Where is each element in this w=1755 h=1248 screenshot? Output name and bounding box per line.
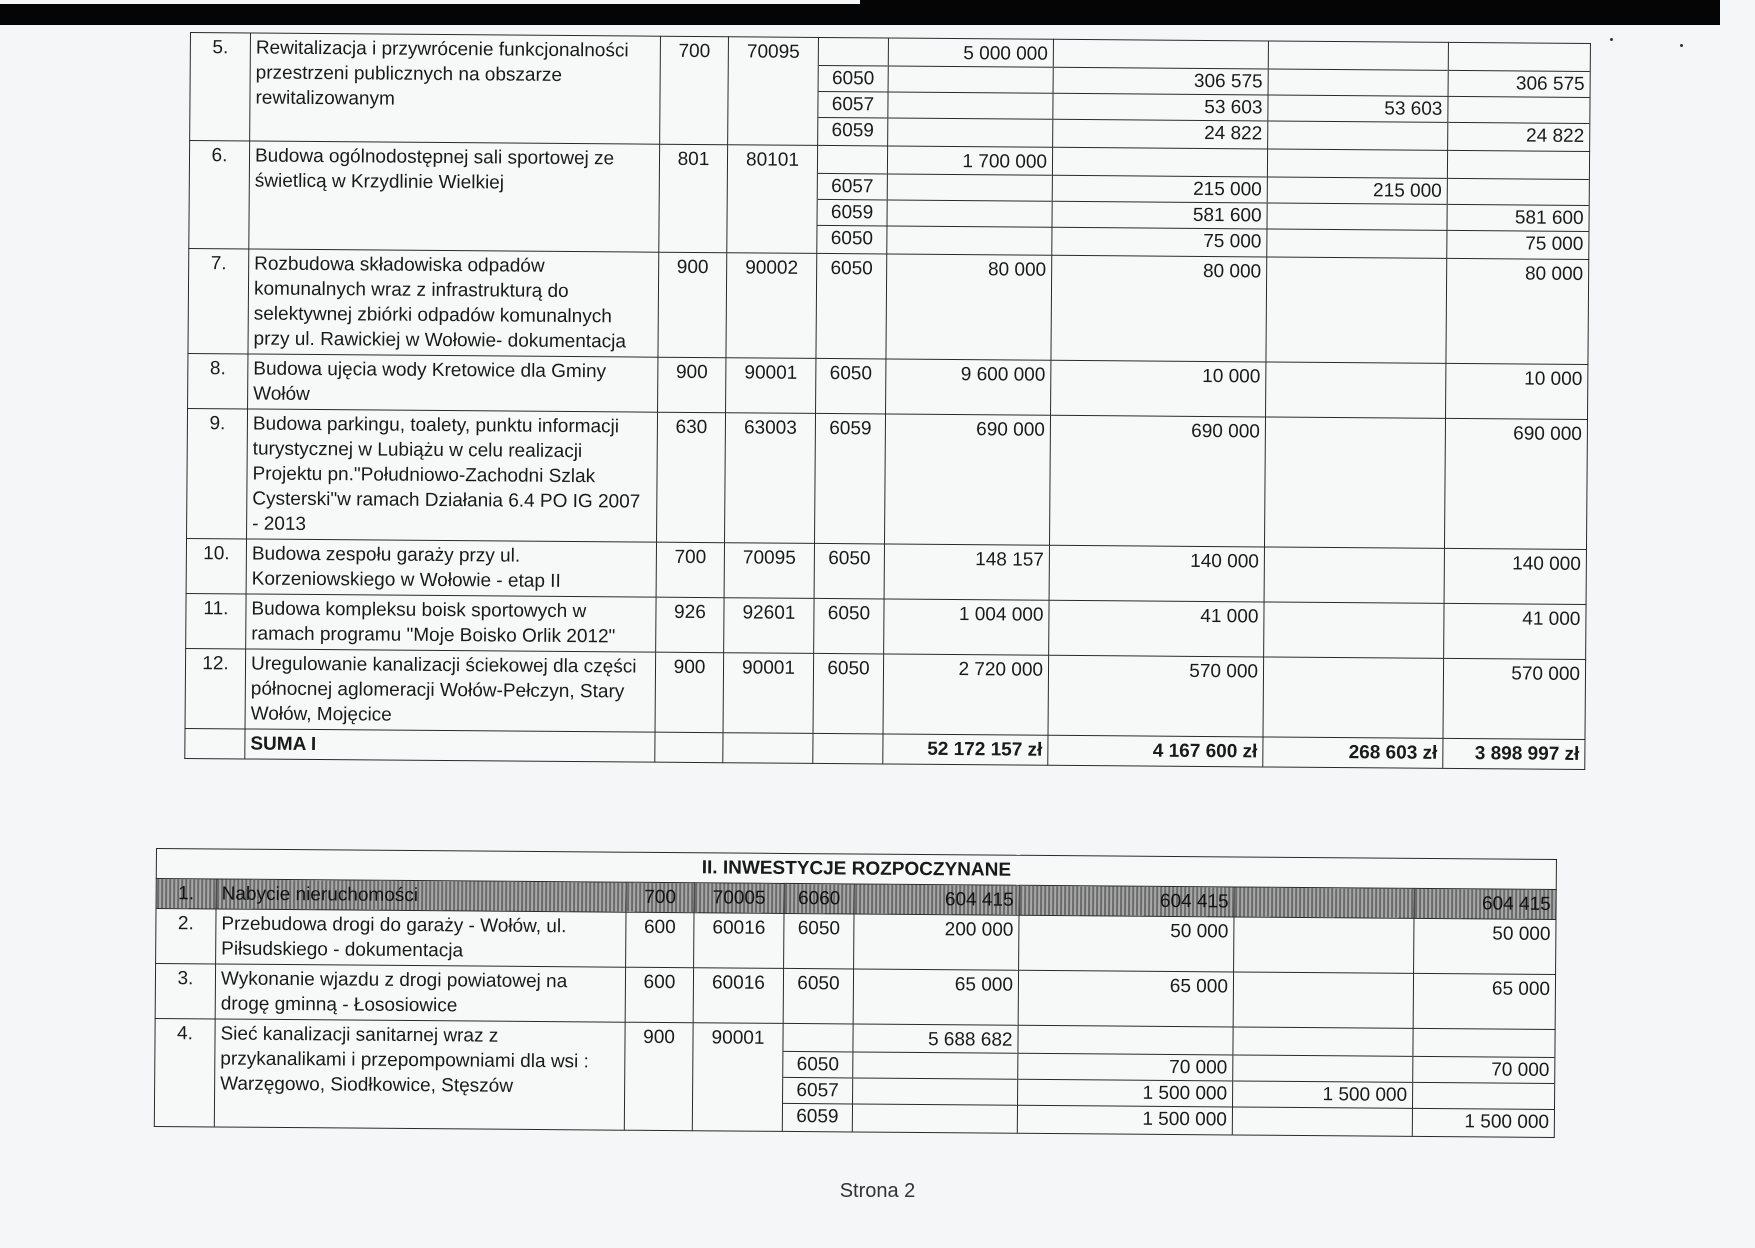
sub-value: 75 000 <box>1052 227 1266 255</box>
sub-value: 604 415 <box>1481 893 1551 915</box>
sub-value <box>853 1103 1017 1130</box>
sub-value: 215 000 <box>1053 175 1267 203</box>
sub-value <box>1413 1082 1554 1109</box>
paragraf-code <box>818 37 889 146</box>
value-col-2 <box>1017 1025 1233 1135</box>
sub-value: 6059 <box>818 117 887 144</box>
paragraf-code <box>784 913 854 969</box>
sub-value <box>1233 1054 1412 1081</box>
task-name: Budowa zespołu garaży przy ul. Korzeniowskiego w Wołowie - etap II <box>246 539 656 597</box>
sub-value <box>1264 659 1443 685</box>
value-col-3 <box>1234 917 1414 973</box>
sub-value: 50 000 <box>1492 923 1551 945</box>
sum-col-2: 4 167 600 zł <box>1048 735 1263 767</box>
value-col-2 <box>1049 600 1264 657</box>
dzial-code: 630 <box>657 412 726 543</box>
paragraf-code <box>817 145 888 254</box>
sub-value: 6050 <box>797 973 840 995</box>
table-row <box>154 1018 1555 1137</box>
row-number: 12. <box>185 648 246 728</box>
task-name: Budowa parkingu, toalety, punktu informacji turystycznej w Lubiążu w celu realizacji Projektu pn."Południowo-Zachodni Szlak Cysterski"w ramach Działania 6.4 PO IG 2007 - 2013 <box>247 409 658 542</box>
sub-value <box>1235 889 1414 915</box>
rozdzial-code: 80101 <box>727 145 818 254</box>
sub-value: 690 000 <box>1191 420 1260 443</box>
value-col-3 <box>1234 887 1414 918</box>
sub-value: 65 000 <box>1491 978 1551 1000</box>
task-name: Rewitalizacja i przywrócenie funkcjonalności przestrzeni publicznych na obszarze rewitalizowanym <box>250 33 661 144</box>
sub-value: 65 000 <box>954 974 1014 996</box>
sub-value: 604 415 <box>944 889 1014 911</box>
sub-value: 2 720 000 <box>958 659 1044 681</box>
paragraf-code <box>783 968 853 1024</box>
paragraf-code <box>813 653 884 734</box>
value-col-2 <box>1049 415 1265 547</box>
sub-value: 5 000 000 <box>963 43 1048 65</box>
value-col-2 <box>1019 915 1234 972</box>
table-row <box>189 141 1590 260</box>
rozdzial-code: 90001 <box>723 653 814 734</box>
value-col-2 <box>1048 655 1264 737</box>
scan-speck <box>1610 38 1613 41</box>
sub-value <box>783 1026 852 1052</box>
sub-value: 690 000 <box>1513 423 1582 445</box>
sub-value <box>1267 259 1446 285</box>
sub-value: 24 822 <box>1053 119 1267 147</box>
task-name: Budowa ogólnodostępnej sali sportowej ze świetlicą w Krzydlinie Wielkiej <box>249 141 660 252</box>
row-number: 3. <box>155 964 215 1019</box>
value-col-4 <box>1444 548 1586 604</box>
total-value <box>886 254 1052 360</box>
sub-value <box>888 91 1052 118</box>
value-col-4 <box>1447 150 1590 259</box>
sub-value <box>1234 974 1413 1000</box>
value-col-2 <box>1018 970 1233 1027</box>
sum-lp <box>185 728 245 758</box>
sub-value: 570 000 <box>1189 660 1259 683</box>
table-row <box>187 408 1588 549</box>
sub-value <box>818 148 887 174</box>
value-col-4 <box>1412 1028 1555 1137</box>
sub-value: 6050 <box>783 1051 852 1078</box>
dzial-code: 700 <box>626 882 694 913</box>
sub-value <box>1265 549 1444 575</box>
value-col-2 <box>1051 255 1267 362</box>
value-col-4 <box>1444 418 1587 549</box>
sub-value: 140 000 <box>1190 550 1259 573</box>
sub-value: 570 000 <box>1511 663 1581 685</box>
sub-value: 6057 <box>783 1077 852 1104</box>
sum-empty <box>655 732 723 763</box>
sum-empty <box>723 733 813 764</box>
value-col-3 <box>1267 149 1448 258</box>
sub-value: 604 415 <box>1159 890 1229 913</box>
dzial-code: 926 <box>656 597 724 653</box>
paragraf-code <box>784 883 854 914</box>
rozdzial-code: 60016 <box>693 968 783 1024</box>
sub-value: 41 000 <box>1522 608 1581 630</box>
table-row <box>185 648 1586 739</box>
sub-value: 1 500 000 <box>1018 1105 1232 1133</box>
rozdzial-code: 90002 <box>726 253 817 359</box>
sub-value: 306 575 <box>1449 70 1590 97</box>
sub-value <box>889 65 1053 92</box>
table-row <box>190 33 1591 152</box>
total-value <box>854 914 1019 970</box>
table-row <box>188 248 1589 364</box>
task-name: Budowa ujęcia wody Kretowice dla Gminy Wołów <box>248 354 658 412</box>
sub-value: 6050 <box>797 918 841 940</box>
sub-value: 24 822 <box>1448 122 1589 149</box>
value-col-4 <box>1443 658 1586 739</box>
sub-value <box>1413 1031 1554 1057</box>
sub-value <box>1233 1106 1412 1133</box>
sub-value <box>1448 96 1589 123</box>
sub-value: 9 600 000 <box>960 364 1046 386</box>
sub-value: 70 000 <box>1018 1053 1232 1081</box>
value-col-2 <box>1049 545 1264 602</box>
sub-value <box>1449 45 1590 71</box>
sub-value: 581 600 <box>1052 201 1266 229</box>
sub-value <box>819 40 888 66</box>
task-name: Nabycie nieruchomości <box>216 879 626 912</box>
task-name: Sieć kanalizacji sanitarnej wraz z przykanalikami i przepompowniami dla wsi : Warzęgowo, Siodłkowice, Stęszów <box>214 1019 625 1130</box>
value-col-3 <box>1263 657 1444 738</box>
sub-value <box>1269 68 1448 95</box>
sum-col-3: 268 603 zł <box>1263 737 1443 768</box>
paragraf-code <box>814 598 884 654</box>
value-col-3 <box>1264 602 1444 658</box>
sub-value <box>1266 364 1445 390</box>
sub-value <box>853 1077 1017 1104</box>
rozdzial-code: 90001 <box>726 358 816 414</box>
sub-value: 6060 <box>797 888 841 910</box>
row-number: 4. <box>154 1018 215 1126</box>
total-value <box>886 359 1051 415</box>
row-number: 2. <box>156 909 216 964</box>
sub-value: 6050 <box>817 225 886 252</box>
dzial-code: 600 <box>625 967 693 1023</box>
sub-value: 10 000 <box>1202 365 1261 388</box>
task-name: Budowa kompleksu boisk sportowych w ramach programu "Moje Boisko Orlik 2012" <box>246 594 656 652</box>
value-col-4 <box>1413 973 1556 1029</box>
sub-value <box>1267 202 1446 229</box>
value-col-4 <box>1414 918 1557 974</box>
value-col-3 <box>1266 257 1447 363</box>
sub-value: 50 000 <box>1170 920 1229 943</box>
dzial-code: 700 <box>660 36 729 145</box>
row-number: 8. <box>188 353 248 408</box>
sub-value <box>1448 178 1589 205</box>
sub-value: 1 500 000 <box>1413 1108 1554 1135</box>
sub-value <box>1264 604 1443 630</box>
total-value <box>884 599 1049 655</box>
sub-value <box>1053 150 1267 177</box>
sub-value <box>888 199 1052 226</box>
total-value <box>884 544 1049 600</box>
task-name: Przebudowa drogi do garaży - Wołów, ul. Piłsudskiego - dokumentacja <box>216 909 626 967</box>
rozdzial-code: 70005 <box>694 883 784 914</box>
sub-value: 581 600 <box>1447 204 1588 231</box>
value-col-4 <box>1446 363 1588 419</box>
rozdzial-code: 70095 <box>728 37 819 146</box>
sub-value: 148 157 <box>975 549 1044 571</box>
total-value <box>854 884 1019 915</box>
paragraf-code <box>815 413 886 544</box>
sub-value <box>1233 1029 1412 1055</box>
value-col-3 <box>1268 41 1449 150</box>
sum-total: 52 172 157 zł <box>883 734 1048 765</box>
dzial-code: 700 <box>656 542 724 598</box>
sub-value: 6050 <box>819 65 888 92</box>
sub-value: 690 000 <box>976 419 1045 441</box>
dzial-code: 900 <box>658 252 727 358</box>
paragraf-code <box>782 1023 853 1132</box>
total-value <box>887 146 1053 255</box>
sub-value: 6050 <box>829 363 873 385</box>
rozdzial-code: 92601 <box>724 598 814 654</box>
value-col-2 <box>1019 885 1234 917</box>
sub-value <box>853 1051 1017 1078</box>
page-footer: Strona 2 <box>839 1180 916 1202</box>
sub-value: 306 575 <box>1054 67 1268 95</box>
sub-value: 200 000 <box>944 919 1014 941</box>
sub-value: 215 000 <box>1268 176 1447 203</box>
total-value <box>888 38 1054 147</box>
total-value <box>885 414 1051 545</box>
row-number: 10. <box>186 538 246 593</box>
value-col-2 <box>1053 39 1269 149</box>
dzial-code: 600 <box>626 912 694 968</box>
sum-col-4: 3 898 997 zł <box>1443 738 1585 769</box>
sub-value: 1 700 000 <box>962 151 1048 173</box>
sub-value <box>1266 419 1445 445</box>
sub-value: 1 004 000 <box>958 604 1044 626</box>
sub-value <box>1267 228 1446 255</box>
row-number: 7. <box>188 248 249 353</box>
investment-table-new <box>154 848 1557 1138</box>
paragraf-code <box>814 543 884 599</box>
row-number: 11. <box>186 593 246 648</box>
sub-value: 6059 <box>818 199 887 226</box>
sub-value: 80 000 <box>987 259 1047 281</box>
rozdzial-code: 90001 <box>692 1023 783 1132</box>
row-number: 1. <box>156 879 216 909</box>
dzial-code: 900 <box>624 1022 693 1131</box>
sub-value <box>888 117 1052 144</box>
value-col-4 <box>1448 42 1591 151</box>
paragraf-code <box>816 253 887 359</box>
value-col-3 <box>1266 362 1446 418</box>
sub-value <box>1269 43 1448 69</box>
sub-value <box>1268 151 1447 177</box>
sub-value: 6050 <box>827 658 870 680</box>
total-value <box>853 969 1018 1025</box>
sub-value: 70 000 <box>1413 1056 1554 1083</box>
sub-value: 75 000 <box>1447 230 1588 257</box>
sub-value: 6050 <box>830 258 873 280</box>
row-number: 6. <box>189 141 250 249</box>
total-value <box>852 1024 1018 1133</box>
dzial-code: 801 <box>659 144 728 253</box>
value-col-4 <box>1446 258 1589 364</box>
value-col-2 <box>1052 147 1268 257</box>
rozdzial-code: 60016 <box>694 913 784 969</box>
sub-value: 6059 <box>783 1103 852 1130</box>
value-col-2 <box>1051 360 1266 417</box>
sub-value: 65 000 <box>1169 975 1229 998</box>
dzial-code: 900 <box>655 652 724 733</box>
sub-value: 53 603 <box>1053 93 1267 121</box>
sub-value: 80 000 <box>1524 263 1584 285</box>
sub-value: 6057 <box>818 173 887 200</box>
sub-value <box>1448 153 1589 179</box>
task-name: Wykonanie wjazdu z drogi powiatowej na drogę gminną - Łososiowice <box>215 964 625 1022</box>
sub-value <box>887 225 1051 252</box>
sub-value: 53 603 <box>1268 94 1447 121</box>
scan-speck <box>1680 44 1683 47</box>
rozdzial-code: 63003 <box>725 413 816 544</box>
sum-label: SUMA I <box>245 729 655 762</box>
sub-value: 6050 <box>828 548 871 570</box>
sub-value: 6050 <box>827 603 871 625</box>
sub-value <box>888 173 1052 200</box>
sub-value: 10 000 <box>1524 368 1583 390</box>
value-col-3 <box>1264 417 1445 548</box>
value-col-3 <box>1264 547 1444 603</box>
value-col-4 <box>1444 603 1586 659</box>
rozdzial-code: 70095 <box>724 543 814 599</box>
value-col-3 <box>1232 1027 1413 1136</box>
sub-value: 6057 <box>818 91 887 118</box>
sub-value: 5 688 682 <box>927 1029 1013 1051</box>
sub-value: 140 000 <box>1512 553 1581 575</box>
dzial-code: 900 <box>658 357 726 413</box>
sub-value: 1 500 000 <box>1018 1079 1232 1107</box>
scan-top-gap <box>0 0 860 4</box>
sub-value <box>1234 919 1413 945</box>
sub-value: 6059 <box>829 418 872 440</box>
task-name: Uregulowanie kanalizacji ściekowej dla części północnej aglomeracji Wołów-Pełczyn, Stary Wołów, Mojęcice <box>245 649 656 732</box>
sub-value: 80 000 <box>1202 260 1262 283</box>
value-col-4 <box>1414 888 1556 919</box>
row-number: 5. <box>190 33 251 141</box>
sub-value <box>1018 1028 1232 1055</box>
row-number: 9. <box>187 408 248 538</box>
paragraf-code <box>816 358 886 414</box>
section-title: II. INWESTYCJE ROZPOCZYNANE <box>156 849 1556 890</box>
sum-empty <box>813 733 883 764</box>
task-name: Rozbudowa składowiska odpadów komunalnych wraz z infrastrukturą do selektywnej zbiórki odpadów komunalnych przy ul. Rawickiej w Wołowie- dokumentacja <box>248 249 659 357</box>
sub-value <box>1054 42 1268 69</box>
sub-value: 1 500 000 <box>1233 1080 1412 1107</box>
sub-value: 41 000 <box>1200 605 1259 628</box>
value-col-3 <box>1233 972 1413 1028</box>
sub-value <box>1268 120 1447 147</box>
investment-table-continuing <box>184 32 1591 770</box>
total-value <box>883 654 1049 735</box>
